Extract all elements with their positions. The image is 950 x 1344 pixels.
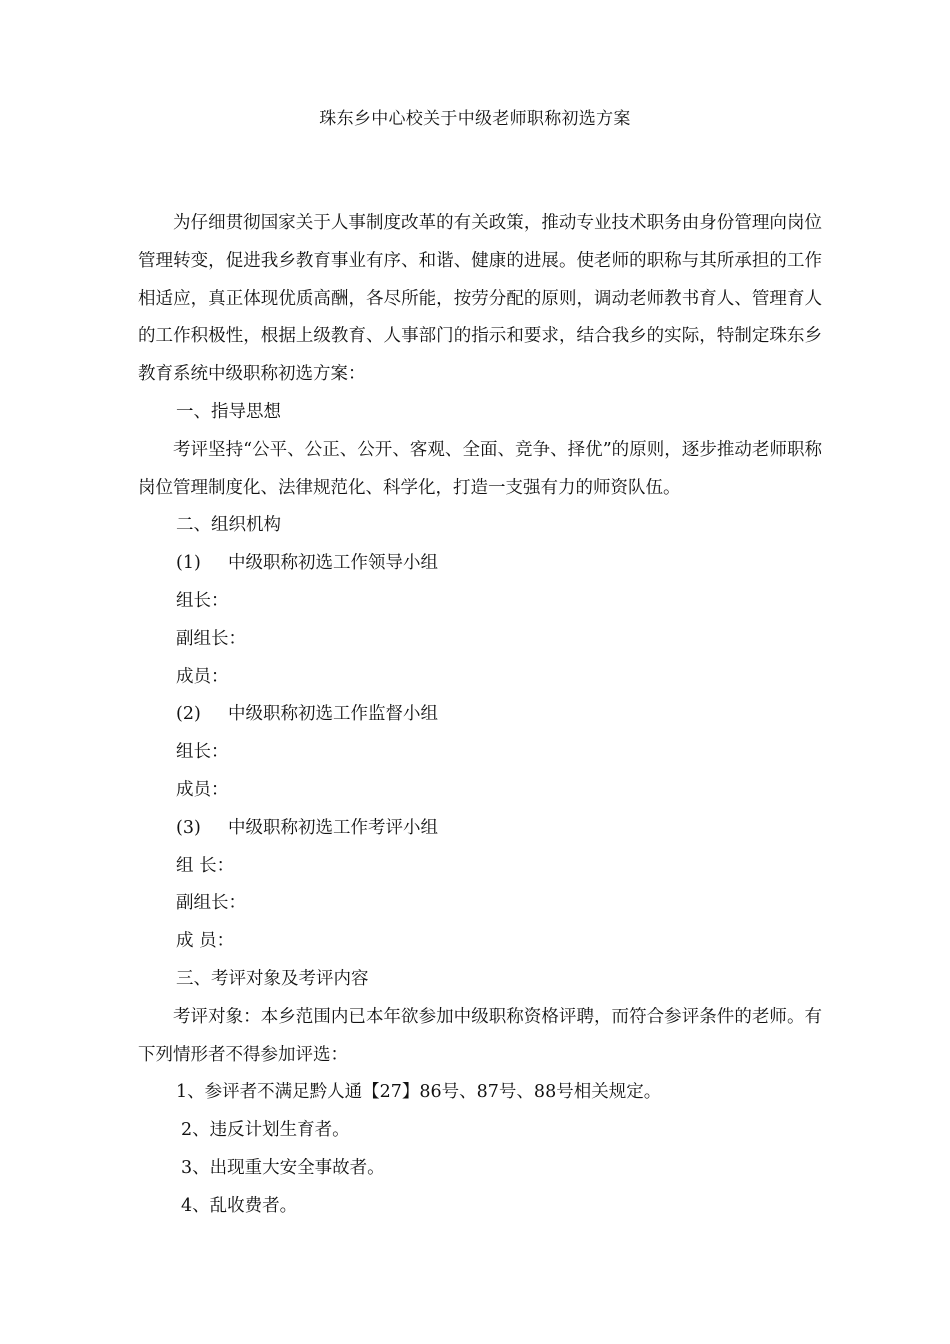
section-heading-guiding-ideology: 一、指导思想 xyxy=(176,401,281,422)
group-heading-leadership xyxy=(138,545,822,583)
document-title: 珠东乡中心校关于中级老师职称初选方案 xyxy=(319,109,631,129)
evaluation-targets-paragraph: 考评对象：本乡范围内已本年欲参加中级职称资格评聘，而符合参评条件的老师。有下列情形者不得参加评选： xyxy=(138,1006,822,1065)
members-line: 成员： xyxy=(176,779,229,800)
exclusion-item: 4、乱收费者。 xyxy=(181,1195,298,1216)
guiding-ideology-paragraph: 考评坚持“公平、公正、公开、客观、全面、竞争、择优”的原则，逐步推动老师职称岗位管理制度化、法律规范化、科学化，打造一支强有力的师资队伍。 xyxy=(138,439,822,498)
document-body xyxy=(138,205,822,1226)
leader-line: 组长： xyxy=(176,590,229,611)
group-heading-evaluation xyxy=(138,810,822,848)
deputy-leader-line: 副组长： xyxy=(176,893,246,914)
group-number: (3) xyxy=(176,817,201,838)
leader-line: 组长： xyxy=(176,742,229,763)
group-name: 中级职称初选工作领导小组 xyxy=(228,553,438,574)
group-name: 中级职称初选工作监督小组 xyxy=(228,704,438,725)
section-heading-organization: 二、组织机构 xyxy=(176,515,281,536)
leader-line: 组 长： xyxy=(176,855,235,876)
deputy-leader-line: 副组长： xyxy=(176,628,246,649)
group-number: (1) xyxy=(176,553,201,574)
exclusion-item: 1、参评者不满足黔人通【27】86号、87号、88号相关规定。 xyxy=(176,1082,662,1103)
members-line: 成 员： xyxy=(176,931,235,952)
group-number: (2) xyxy=(176,704,201,725)
intro-paragraph: 为仔细贯彻国家关于人事制度改革的有关政策，推动专业技术职务由身份管理向岗位管理转变，促进我乡教育事业有序、和谐、健康的进展。使老师的职称与其所承担的工作相适应，真正体现优质高酬，各尽所能，按劳分配的原则，调动老师教书育人、管理育人的工作积极性，根据上级教育、人事部门的指示和要求，结合我乡的实际，特制定珠东乡教育系统中级职称初选方案： xyxy=(138,213,822,385)
group-heading-supervision xyxy=(138,696,822,734)
section-heading-evaluation: 三、考评对象及考评内容 xyxy=(176,968,369,989)
group-name: 中级职称初选工作考评小组 xyxy=(228,817,438,838)
members-line: 成员： xyxy=(176,666,229,687)
exclusion-item: 3、出现重大安全事故者。 xyxy=(181,1157,385,1178)
exclusion-item: 2、违反计划生育者。 xyxy=(181,1120,350,1141)
